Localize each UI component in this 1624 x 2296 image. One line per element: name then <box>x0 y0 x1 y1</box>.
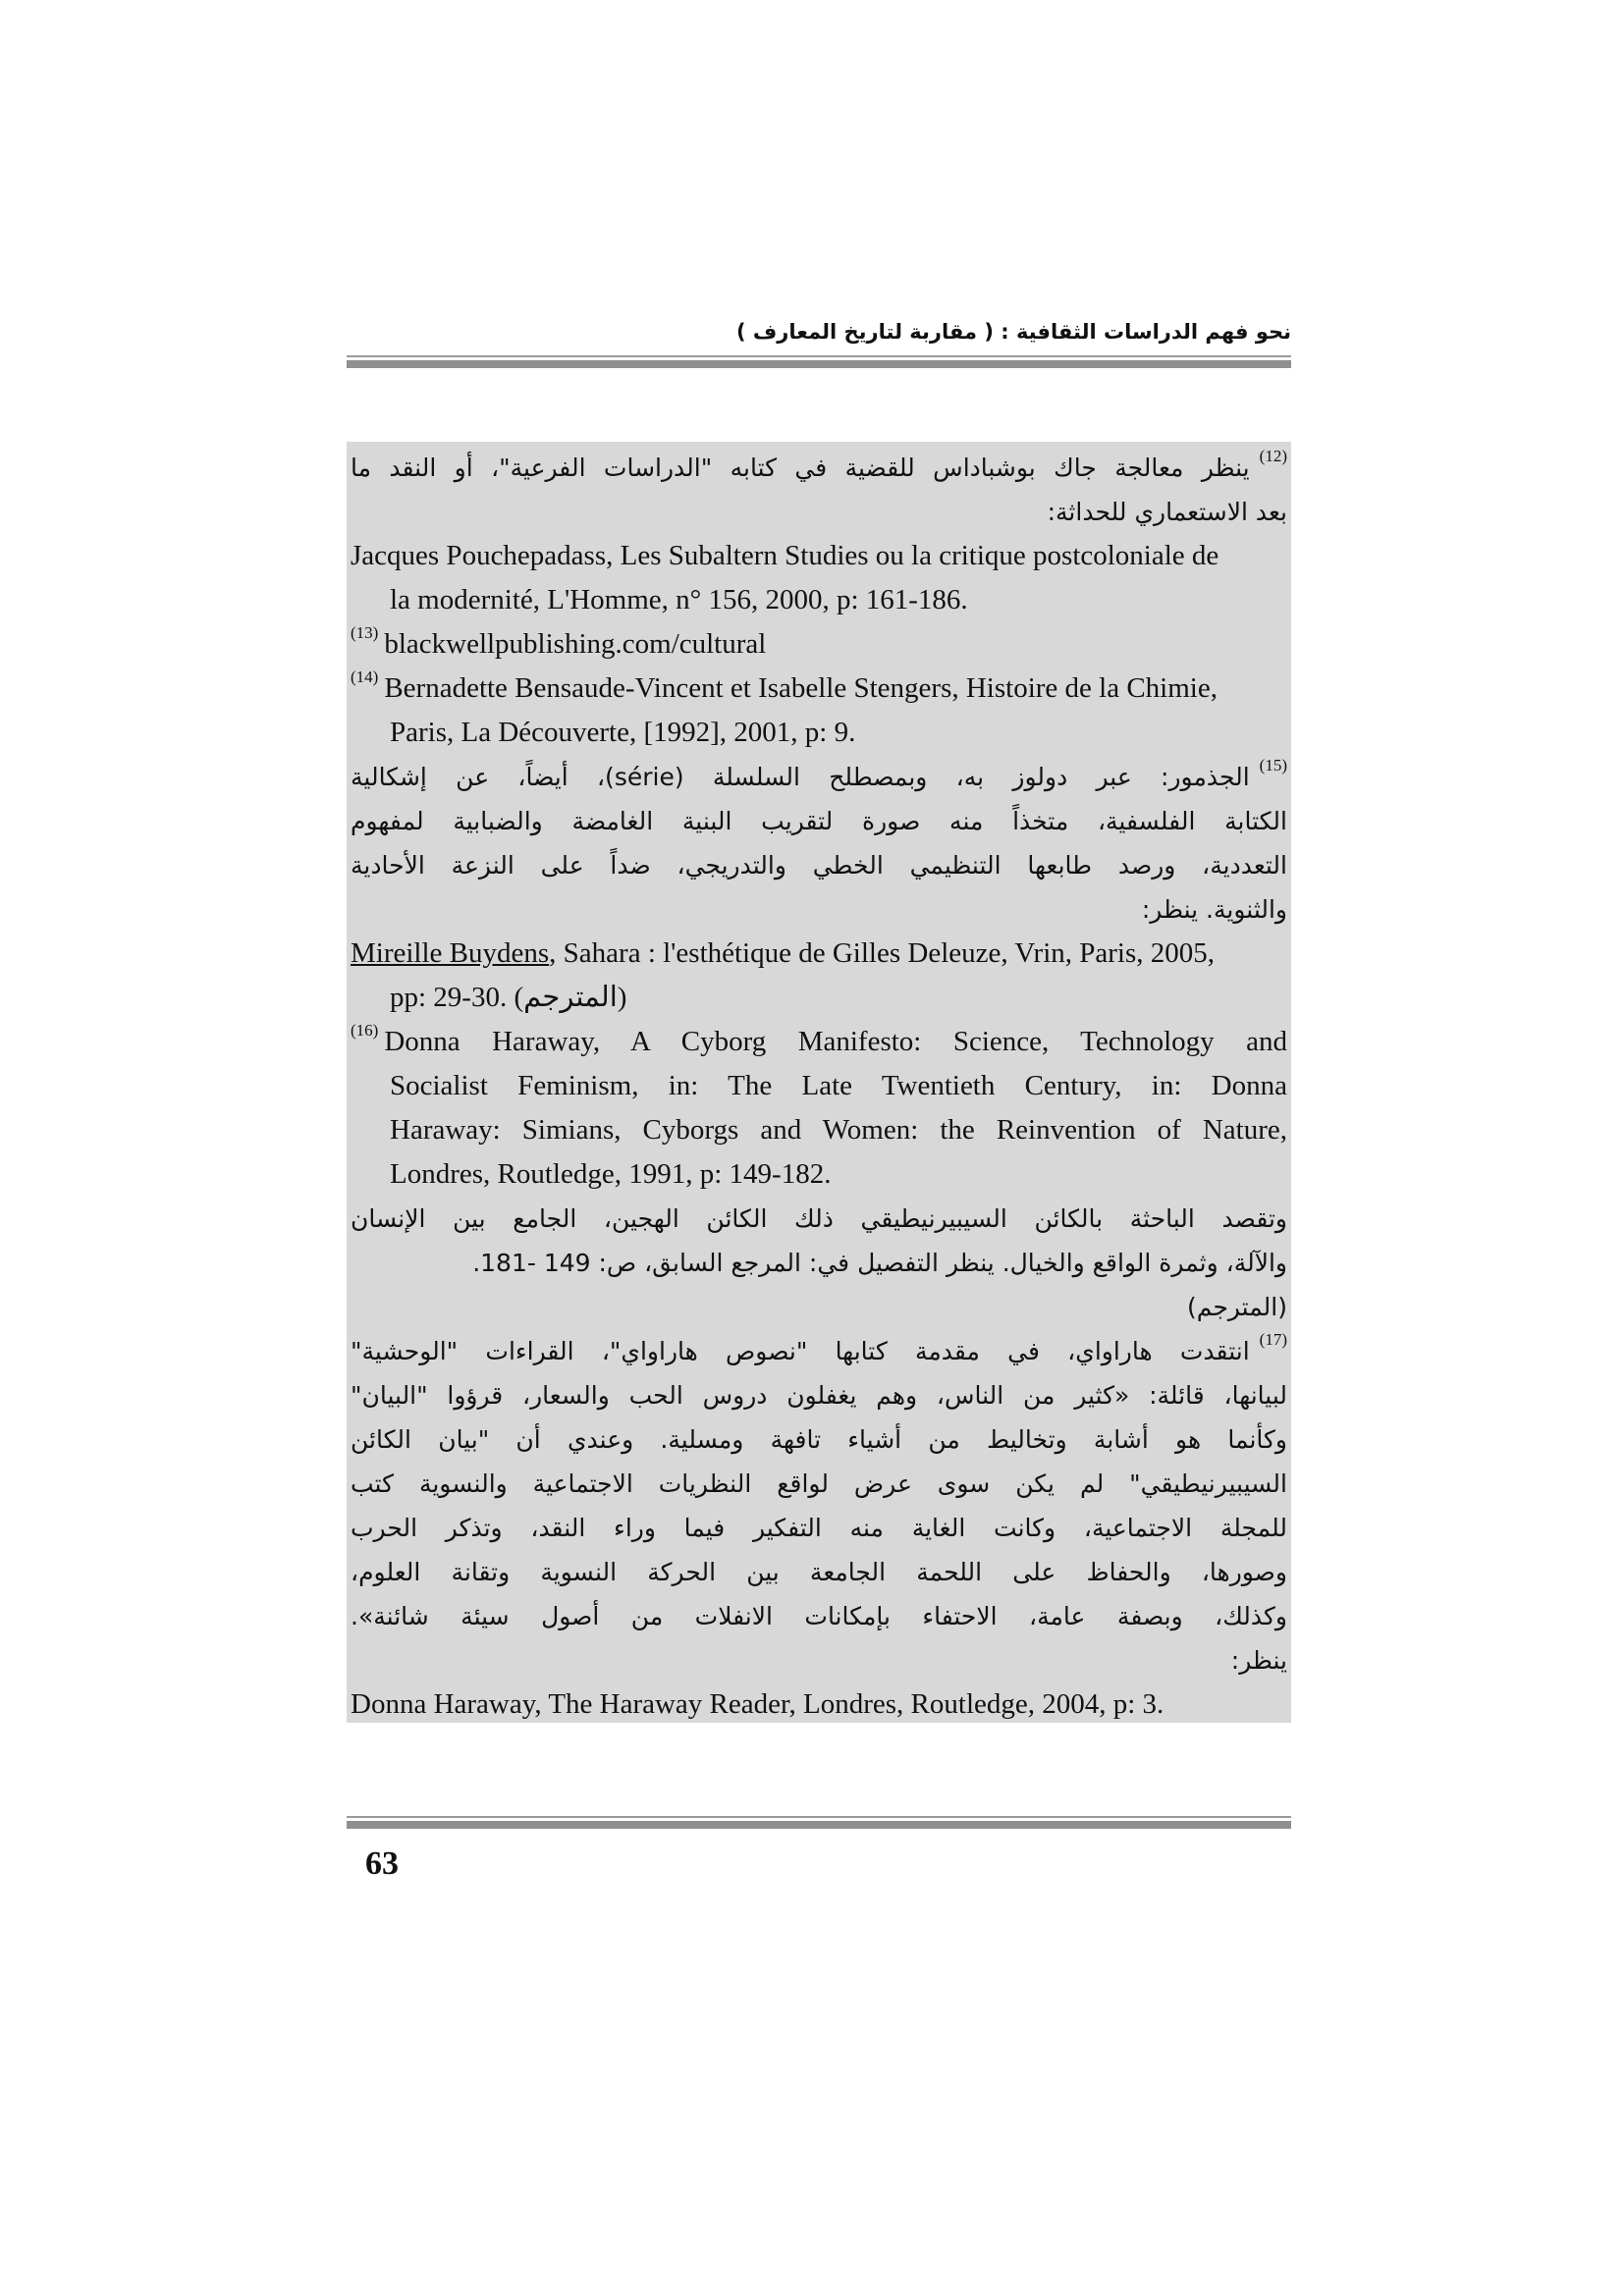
footnote-12-reference: Jacques Pouchepadass, Les Subaltern Studies ou la critique postcoloniale de <box>351 540 1219 571</box>
footnote-number: (17) <box>1259 1330 1287 1349</box>
footnote-17-line: $^{(17)}$انتقدت هاراواي، في مقدمة كتابها "نصوص هاراواي"، القراءات "الوحشية" <box>351 1330 1287 1365</box>
header-rule <box>347 355 1291 368</box>
footnote-16: Socialist Feminism, in: The Late Twentieth Century, in: Donna <box>390 1070 1287 1101</box>
footnote-13: $^{(13)}$ blackwellpublishing.com/cultural <box>351 623 767 660</box>
footnote-17-line: وكأنما هو أشابة وتخاليط من أشياء تافهة ومسلية. وعندي أن "بيان الكائن <box>351 1425 1287 1454</box>
footnote-16-line: وتقصد الباحثة بالكائن السيبيرنيطيقي ذلك الكائن الهجين، الجامع بين الإنسان <box>351 1204 1287 1233</box>
footnote-12-line: $^{(12)}$ينظر معالجة جاك بوشباداس للقضية في كتابه "الدراسات الفرعية"، أو النقد ما <box>351 447 1287 482</box>
footnote-12-reference: la modernité, L'Homme, n° 156, 2000, p: 161-186. <box>390 584 968 615</box>
footnote-15-line: $^{(15)}$الجذمور: عبر دولوز به، وبمصطلح السلسلة (série)، أيضاً، عن إشكالية <box>351 756 1287 791</box>
footnote-16-line: والآلة، وثمرة الواقع والخيال. ينظر التفصيل في: المرجع السابق، ص: 149 -181. <box>472 1249 1287 1277</box>
footnote-number: (15) <box>1259 756 1287 774</box>
footnote-14: $^{(14)}$ Bernadette Bensaude-Vincent et Isabelle Stengers, Histoire de la Chimie, <box>351 667 1218 704</box>
footnote-16: $^{(16)}$ Donna Haraway, A Cyborg Manifesto: Science, Technology and <box>351 1021 1287 1057</box>
footnote-15-reference: pp: 29-30. (المترجم) <box>390 982 627 1013</box>
footnote-17-line: ينظر: <box>1230 1646 1287 1675</box>
running-header-title: نحو فهم الدراسات الثقافية : ( مقاربة لتاريخ المعارف ) <box>735 320 1291 344</box>
footnote-number: (16) <box>351 1021 379 1040</box>
footnote-15-line: الكتابة الفلسفية، متخذاً منه صورة لتقريب البنية الغامضة والضبابية لمفهوم <box>351 807 1287 835</box>
footnote-number: (12) <box>1259 447 1287 465</box>
footnote-15-line: التعددية، ورصد طابعها التنظيمي الخطي والتدريجي، ضداً على النزعة الأحادية <box>351 851 1287 880</box>
footnote-16: Londres, Routledge, 1991, p: 149-182. <box>390 1158 832 1190</box>
footnote-17-line: وصورها، والحفاظ على اللحمة الجامعة بين الحركة النسوية وتقانة العلوم، <box>351 1558 1287 1586</box>
footnote-17-line: لبيانها، قائلة: «كثير من الناس، وهم يغفلون دروس الحب والسعار، قرؤوا "البيان" <box>351 1381 1287 1410</box>
footnote-12-line: بعد الاستعماري للحداثة: <box>1047 498 1287 526</box>
footnotes-block <box>347 442 1291 1723</box>
footnote-17-line: وكذلك، وبصفة عامة، الاحتفاء بإمكانات الانفلات من أصول سيئة شائنة». <box>351 1602 1287 1630</box>
footnote-16: Haraway: Simians, Cyborgs and Women: the Reinvention of Nature, <box>390 1114 1287 1146</box>
footnote-number: (13) <box>351 623 379 642</box>
footnote-number: (14) <box>351 667 379 686</box>
author-name: Mireille Buydens <box>351 937 550 969</box>
footnote-17-reference: Donna Haraway, The Haraway Reader, Londres, Routledge, 2004, p: 3. <box>351 1688 1164 1720</box>
footnote-17-line: السيبيرنيطيقي" لم يكن سوى عرض لواقع النظريات الاجتماعية والنسوية كتب <box>351 1469 1287 1498</box>
footnote-17-line: للمجلة الاجتماعية، وكانت الغاية منه التفكير فيما وراء النقد، وتذكر الحرب <box>351 1514 1287 1542</box>
footnote-16-line: (المترجم) <box>1187 1293 1287 1321</box>
page-number: 63 <box>365 1845 399 1882</box>
footer-rule <box>347 1816 1291 1829</box>
footnote-15-reference: Mireille Buydens, Sahara : l'esthétique de Gilles Deleuze, Vrin, Paris, 2005, <box>351 937 1216 969</box>
footnote-14: Paris, La Découverte, [1992], 2001, p: 9. <box>390 717 856 748</box>
footnote-15-line: والثنوية. ينظر: <box>1141 895 1287 924</box>
